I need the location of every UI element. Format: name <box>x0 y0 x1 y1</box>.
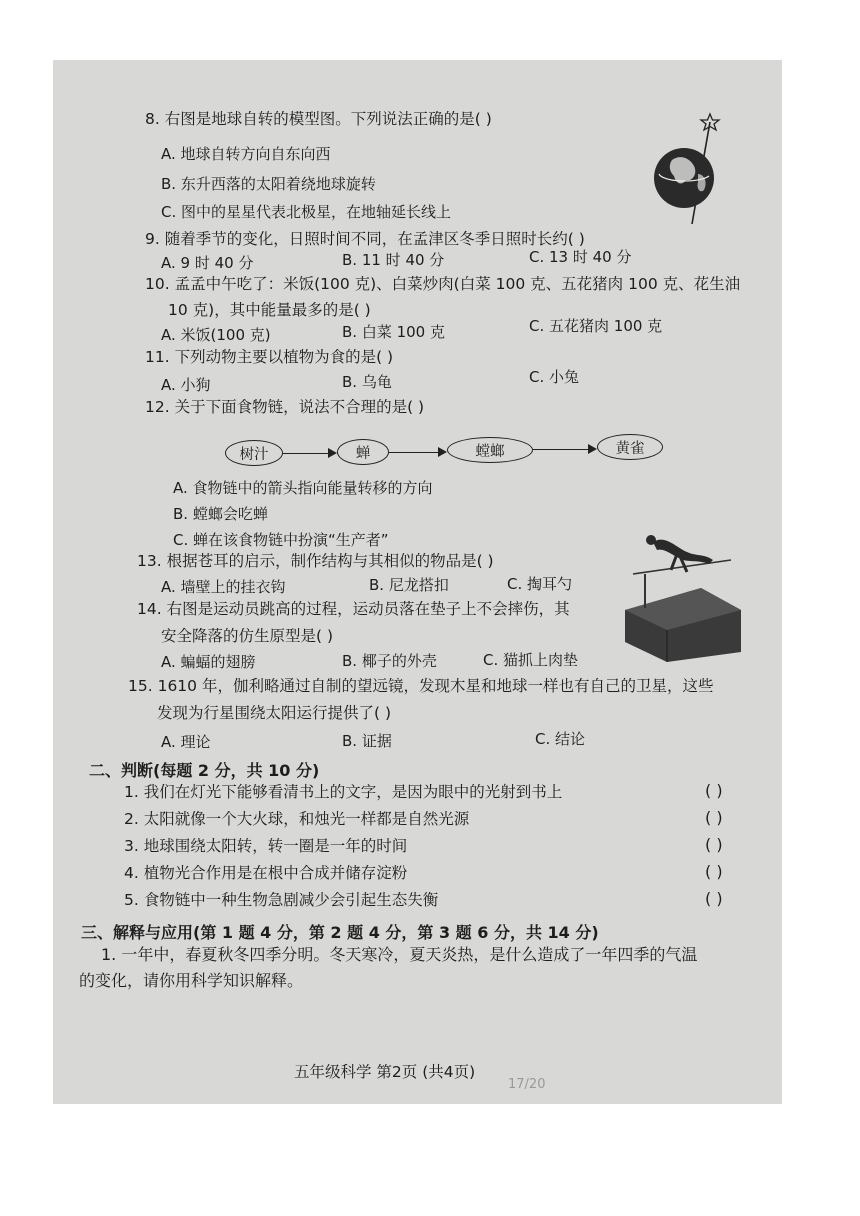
section-2-title: 二、判断(每题 2 分，共 10 分) <box>89 761 320 780</box>
exam-page <box>53 60 782 1104</box>
judge-item-3: 3. 地球围绕太阳转，转一圈是一年的时间 <box>124 837 408 855</box>
q15-option-b: B. 证据 <box>342 732 392 750</box>
q14-option-a: A. 蝙蝠的翅膀 <box>161 653 256 671</box>
q13-option-b: B. 尼龙搭扣 <box>369 576 449 594</box>
q8-option-b: B. 东升西落的太阳着绕地球旋转 <box>161 175 376 193</box>
q11-option-c: C. 小兔 <box>529 368 580 386</box>
high-jump-figure <box>621 530 745 662</box>
food-chain-arrow <box>283 453 335 454</box>
food-chain-node: 螳螂 <box>447 437 533 463</box>
q11-stem: 11. 下列动物主要以植物为食的是( ) <box>145 348 394 366</box>
q14-option-c: C. 猫抓上肉垫 <box>483 651 579 669</box>
q10-stem-cont: 10 克)，其中能量最多的是( ) <box>168 301 371 319</box>
q12-option-c: C. 蝉在该食物链中扮演“生产者” <box>173 531 389 549</box>
answer-blank[interactable]: ( ) <box>705 835 723 854</box>
food-chain-arrow <box>533 449 595 450</box>
answer-blank[interactable]: ( ) <box>705 781 723 800</box>
q9-option-a: A. 9 时 40 分 <box>161 254 254 272</box>
page-footer: 五年级科学 第2页 (共4页) <box>294 1063 476 1081</box>
q15-stem-cont: 发现为行星围绕太阳运行提供了( ) <box>157 704 392 722</box>
q15-stem: 15. 1610 年，伽利略通过自制的望远镜，发现木星和地球一样也有自己的卫星，这些 <box>128 677 714 695</box>
food-chain-node: 黄雀 <box>597 434 663 460</box>
q12-option-a: A. 食物链中的箭头指向能量转移的方向 <box>173 479 433 497</box>
q11-option-a: A. 小狗 <box>161 376 211 394</box>
q14-stem-cont: 安全降落的仿生原型是( ) <box>161 627 334 645</box>
q14-option-b: B. 椰子的外壳 <box>342 652 437 670</box>
q9-option-c: C. 13 时 40 分 <box>529 248 632 266</box>
judge-item-2: 2. 太阳就像一个大火球，和烛光一样都是自然光源 <box>124 810 470 828</box>
q10-stem: 10. 孟孟中午吃了：米饭(100 克)、白菜炒肉(白菜 100 克、五花猪肉 100 克、花生油 <box>145 275 741 293</box>
q15-option-a: A. 理论 <box>161 733 211 751</box>
section-3-title: 三、解释与应用(第 1 题 4 分，第 2 题 4 分，第 3 题 6 分，共 14 分) <box>81 923 599 942</box>
q9-stem: 9. 随着季节的变化，日照时间不同，在孟津区冬季日照时长约( ) <box>145 230 585 248</box>
section-3-q1-cont: 的变化，请你用科学知识解释。 <box>79 971 304 990</box>
q13-option-c: C. 掏耳勺 <box>507 575 573 593</box>
earth-rotation-figure <box>646 112 726 224</box>
food-chain-node: 树汁 <box>225 440 283 466</box>
food-chain-arrow <box>389 452 445 453</box>
section-3-q1: 1. 一年中，春夏秋冬四季分明。冬天寒冷，夏天炎热，是什么造成了一年四季的气温 <box>101 945 698 964</box>
q15-option-c: C. 结论 <box>535 730 586 748</box>
answer-blank[interactable]: ( ) <box>705 862 723 881</box>
q8-option-a: A. 地球自转方向自东向西 <box>161 145 331 163</box>
q12-stem: 12. 关于下面食物链，说法不合理的是( ) <box>145 398 425 416</box>
q13-option-a: A. 墙壁上的挂衣钩 <box>161 578 286 596</box>
q10-option-a: A. 米饭(100 克) <box>161 326 271 344</box>
answer-blank[interactable]: ( ) <box>705 808 723 827</box>
q9-option-b: B. 11 时 40 分 <box>342 251 445 269</box>
judge-item-5: 5. 食物链中一种生物急剧减少会引起生态失衡 <box>124 891 439 909</box>
q10-option-c: C. 五花猪肉 100 克 <box>529 317 663 335</box>
q12-option-b: B. 螳螂会吃蝉 <box>173 505 268 523</box>
q10-option-b: B. 白菜 100 克 <box>342 323 445 341</box>
q14-stem: 14. 右图是运动员跳高的过程，运动员落在垫子上不会摔伤，其 <box>137 600 570 618</box>
q8-option-c: C. 图中的星星代表北极星，在地轴延长线上 <box>161 203 452 221</box>
food-chain-node: 蝉 <box>337 439 389 465</box>
q8-stem: 8. 右图是地球自转的模型图。下列说法正确的是( ) <box>145 110 492 128</box>
judge-item-4: 4. 植物光合作用是在根中合成并储存淀粉 <box>124 864 408 882</box>
answer-blank[interactable]: ( ) <box>705 889 723 908</box>
judge-item-1: 1. 我们在灯光下能够看清书上的文字，是因为眼中的光射到书上 <box>124 783 563 801</box>
q13-stem: 13. 根据苍耳的启示，制作结构与其相似的物品是( ) <box>137 552 494 570</box>
q11-option-b: B. 乌龟 <box>342 373 392 391</box>
page-indicator: 17/20 <box>508 1077 546 1092</box>
